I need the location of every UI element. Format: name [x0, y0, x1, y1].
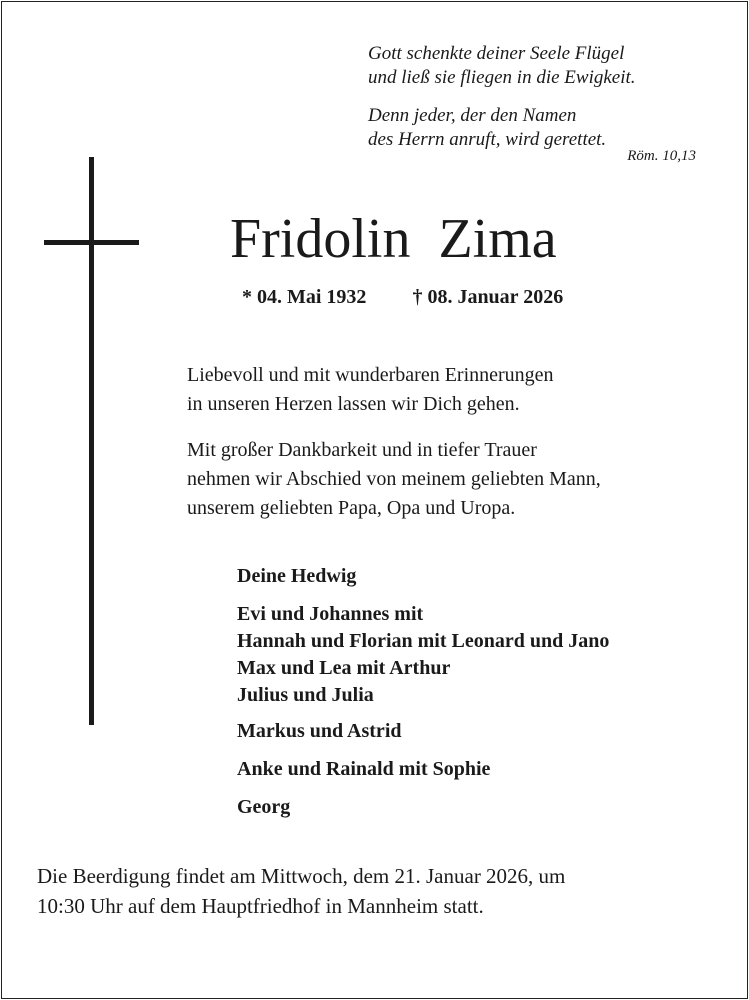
mourner-group [237, 756, 490, 783]
death-date: † 08. Januar 2026 [412, 286, 564, 308]
mourner-line: Anke und Rainald mit Sophie [237, 758, 491, 780]
mourner-line: Julius und Julia [237, 684, 374, 706]
birth-date: * 04. Mai 1932 [242, 286, 367, 308]
paragraph-line: nehmen wir Abschied von meinem geliebten Mann, [187, 468, 601, 490]
mourner-group [237, 718, 402, 745]
verse-line: Gott schenkte deiner Seele Flügel [368, 43, 625, 64]
mourner-group [237, 601, 609, 709]
verse-line: und ließ sie fliegen in die Ewigkeit. [368, 67, 636, 88]
mourner-line: Hannah und Florian mit Leonard und Jano [237, 630, 610, 652]
paragraph-line: Liebevoll und mit wunderbaren Erinnerungen [187, 364, 554, 386]
mourner-line: Evi und Johannes mit [237, 603, 424, 625]
paragraph-line: Mit großer Dankbarkeit und in tiefer Trauer [187, 439, 537, 461]
paragraph-line: in unseren Herzen lassen wir Dich gehen. [187, 393, 520, 415]
deceased-name: Fridolin Zima [230, 208, 557, 270]
farewell-paragraph [187, 361, 554, 419]
mourner-group [237, 563, 356, 590]
mourner-line: Georg [237, 796, 291, 818]
cross-icon-bar [44, 240, 139, 245]
life-dates [242, 283, 563, 311]
gratitude-paragraph [187, 436, 601, 523]
bible-verse [368, 42, 636, 152]
mourner-line: Max und Lea mit Arthur [237, 657, 451, 679]
funeral-line: 10:30 Uhr auf dem Hauptfriedhof in Mannheim statt. [37, 894, 484, 918]
funeral-info [37, 861, 565, 921]
verse-line: des Herrn anruft, wird gerettet. [368, 129, 607, 150]
verse-spacer [368, 90, 636, 104]
mourner-line: Markus und Astrid [237, 720, 402, 742]
mourner-line: Deine Hedwig [237, 565, 357, 587]
paragraph-line: unserem geliebten Papa, Opa und Uropa. [187, 497, 516, 519]
mourner-group [237, 794, 290, 821]
funeral-line: Die Beerdigung findet am Mittwoch, dem 21. Januar 2026, um [37, 864, 566, 888]
verse-line: Denn jeder, der den Namen [368, 105, 577, 126]
verse-reference: Röm. 10,13 [627, 148, 696, 164]
